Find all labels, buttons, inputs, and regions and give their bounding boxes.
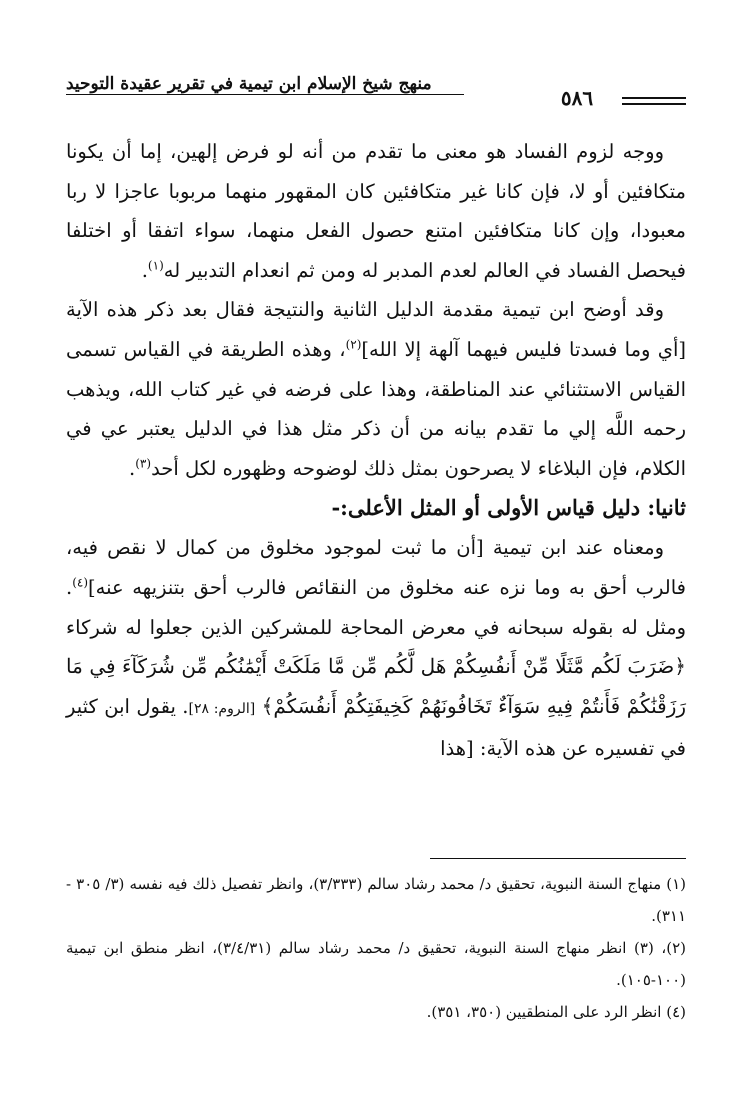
- paragraph-1: [66, 132, 686, 290]
- section-heading: ثانيا: دليل قياس الأولى أو المثل الأعلى:-: [331, 495, 686, 521]
- page-number-rule-bottom: [622, 103, 686, 105]
- paragraph-3-text-b: . ومثل له بقوله سبحانه في معرض المحاجة للمشركين الذين جعلوا له شركاء: [66, 575, 686, 639]
- paragraph-2-text-a: وقد أوضح ابن تيمية مقدمة الدليل الثانية والنتيجة فقال بعد ذكر هذه الآية [أي وما فسدتا فليس فيهما آلهة إلا الله]: [66, 298, 687, 361]
- running-header: [66, 70, 466, 104]
- footnote-ref-3: (٣): [135, 456, 152, 471]
- footnote-ref-2: (٢): [345, 337, 362, 352]
- footnote-3: (٤) انظر الرد على المنطقيين (٣٥٠، ٣٥١).: [426, 1003, 686, 1021]
- header-rule: [66, 94, 464, 95]
- footnotes: [66, 868, 686, 1028]
- paragraph-1-text: ووجه لزوم الفساد هو معنى ما تقدم من أنه لو فرض إلهين، إما أن يكونا متكافئين أو لا، فإن كانا غير متكافئين كان المقهور منهما مربوبا عاجزا لا ربا معبودا، وإن كانا متكافئين امتنع حصول الفعل منهما، سواء اتفقا أو اختلفا فيحصل الفساد في العالم لعدم المدبر له ومن ثم انعدام التدبير له: [66, 140, 686, 282]
- paragraph-3: [66, 528, 686, 769]
- footnote-1: (١) منهاج السنة النبوية، تحقيق د/ محمد رشاد سالم (٣/٣٣٣)، وانظر تفصيل ذلك فيه نفسه (٣/ ٣٠٥ - ٣١١).: [66, 875, 686, 925]
- page-number: ٥٨٦: [560, 86, 594, 110]
- quran-verse: ﴿ضَرَبَ لَكُم مَّثَلًا مِّنْ أَنفُسِكُمْ هَل لَّكُم مِّن مَّا مَلَكَتْ أَيْمَٰنُكُم مِّن شُرَكَآءَ فِي مَا رَزَقْنَٰكُمْ فَأَنتُمْ فِيهِ سَوَآءٌ تَخَافُونَهُمْ كَخِيفَتِكُمْ أَنفُسَكُمْ﴾: [66, 654, 687, 718]
- paragraph-3-text-a: ومعناه عند ابن تيمية [أن ما ثبت لموجود مخلوق من كمال لا نقص فيه، فالرب أحق به وما نزه عنه مخلوق من النقائص فالرب أحق بتنزيهه عنه]: [66, 536, 686, 599]
- footnote-separator: [430, 858, 686, 859]
- header-title: منهج شيخ الإسلام ابن تيمية في تقرير عقيدة التوحيد: [66, 74, 432, 94]
- quran-reference: [الروم: ٢٨]: [188, 700, 256, 717]
- footnote-ref-4: (٤): [72, 575, 89, 590]
- paragraph-2-text-b: ، وهذه الطريقة في القياس تسمى القياس الاستثنائي عند المناطقة، وهذا على فرضه في غير كتاب الله، ويذهب رحمه اللَّه إلي ما تقدم بيانه من أن ذكر مثل هذا في الدليل يعتبر عي في الكلام، فإن البلاغاء لا يصرحون بمثل ذلك لوضوحه وظهوره لكل أحد: [66, 337, 686, 480]
- main-text: [66, 132, 686, 769]
- footnote-2: (٢)، (٣) انظر منهاج السنة النبوية، تحقيق د/ محمد رشاد سالم (٣/٤/٣١)، انظر منطق ابن تيمية (١٠٠-١٠٥).: [66, 939, 686, 989]
- paragraph-3-text-c: . يقول ابن كثير في تفسيره عن هذه الآية: [هذا: [66, 694, 686, 761]
- paragraph-2-end: .: [129, 456, 136, 480]
- page-number-rule-top: [622, 97, 686, 99]
- footnote-ref-1: (١): [147, 258, 164, 273]
- paragraph-2: [66, 290, 686, 488]
- paragraph-1-end: .: [141, 258, 148, 282]
